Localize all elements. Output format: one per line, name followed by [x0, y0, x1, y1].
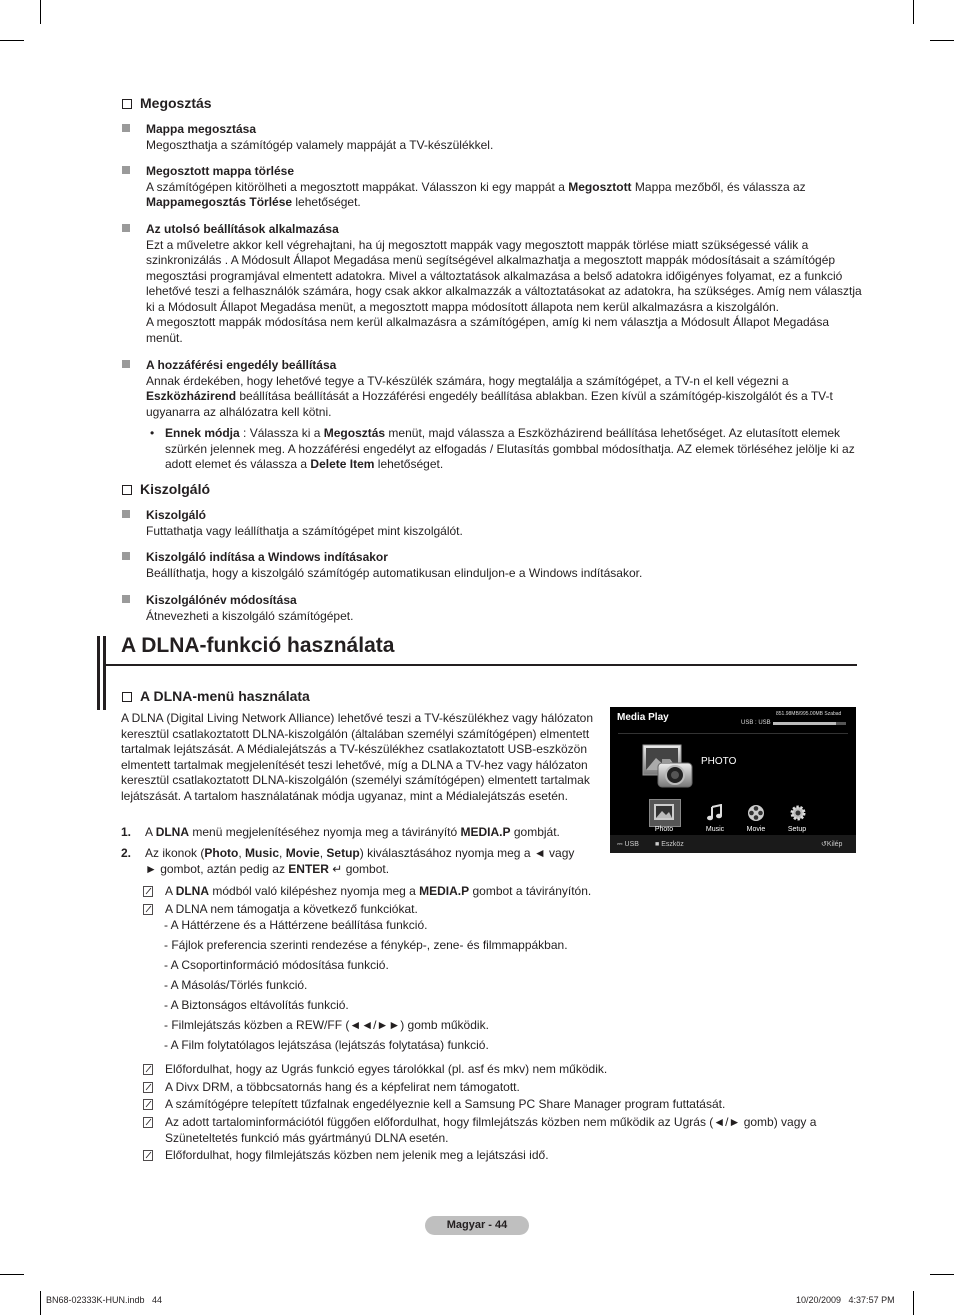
- note-icon: [143, 1082, 153, 1093]
- list-item: [122, 593, 862, 624]
- footer-exit-label: Kilép: [826, 841, 843, 848]
- note-text: A Divx DRM, a többcsatornás hang és a képfelirat nem támogatott.: [165, 1080, 520, 1094]
- paragraph: Ezt a műveletre akkor kell végrehajtani, ha új megosztott mappák vagy megosztott mappák törlése miatt szükségessé válik a szinkronizálás . A Módosult Állapot Megadása menü segítségével alkalmazhatja a megosztott mappák módosításait a számítógép megosztási programjával elmentett adatokra. Mivel a változtatások alkalmazása a belső adatokra időigényes folyamat, ez a funkció lehetővé teszi a felhasználók számára, hogy csak akkor alkalmazzák a változtatásokat az adatokra, ha szükséges. Amíg nem választja ki a Módosult Állapot Megadása menüt, a megosztott mappa módosított állapota nem kerül alkalmazásra a kiszolgálón.: [146, 237, 862, 314]
- footer-usb[interactable]: [617, 840, 639, 849]
- square-bullet-icon: [122, 595, 130, 603]
- dash-item: - A Biztonságos eltávolítás funkció.: [164, 998, 349, 1012]
- list-item: [122, 508, 862, 539]
- note-text: A DLNA nem támogatja a következő funkciókat.: [165, 902, 418, 916]
- bold-text: Delete Item: [310, 457, 375, 471]
- chapter-title: A DLNA-funkció használata: [121, 634, 395, 657]
- bold-text: ENTER: [288, 861, 329, 876]
- bold-text: Ennek módja: [165, 426, 240, 440]
- section-heading-text: A DLNA-menü használata: [140, 688, 310, 704]
- item-title: Kiszolgálónév módosítása: [146, 593, 297, 607]
- bold-text: Photo: [204, 846, 239, 860]
- square-bullet-icon: [122, 552, 130, 560]
- photo-small-icon[interactable]: [653, 803, 675, 821]
- divider: [618, 733, 848, 734]
- list-item: [122, 550, 862, 581]
- crop-mark: [913, 0, 914, 24]
- icon-label-movie: Movie: [746, 826, 766, 833]
- item-title: Mappa megosztása: [146, 122, 257, 136]
- note-text: Az adott tartalominformációtól függően előfordulhat, hogy filmlejátszás közben nem működik az Ugrás (◄/► gomb) vagy a Szüneteltetés funkció más gyártmányú DLNA esetén.: [165, 1115, 817, 1145]
- bold-text: Megosztott: [568, 179, 632, 194]
- chapter-rule: [106, 664, 857, 666]
- footer-exit[interactable]: [821, 840, 842, 849]
- section-heading-megosztas: [122, 96, 212, 112]
- item-title: Megosztott mappa törlése: [146, 164, 295, 178]
- media-play-screen: [610, 707, 856, 853]
- item-title: Kiszolgáló: [146, 508, 207, 522]
- paragraph: Futtathatja vagy leállíthatja a számítógépet mint kiszolgálót.: [146, 523, 463, 538]
- dash-item: - A Csoportinformáció módosítása funkció.: [164, 958, 389, 972]
- bold-text: MEDIA.P: [419, 884, 470, 898]
- section-heading-text: Megosztás: [140, 95, 212, 111]
- crop-mark: [40, 0, 41, 24]
- item-text: [146, 138, 862, 154]
- note-item: [143, 1080, 863, 1096]
- list-item: [122, 358, 862, 420]
- checkbox-square-icon: [122, 485, 132, 495]
- dot-bullet-icon: •: [150, 426, 155, 440]
- usb-label: USB : USB: [741, 720, 771, 726]
- square-bullet-icon: [122, 124, 130, 132]
- footer-usb-label: USB: [624, 841, 639, 848]
- photo-icon: [640, 743, 696, 791]
- storage-bar: [773, 722, 846, 725]
- list-item: [122, 122, 862, 153]
- bold-text: Megosztás: [323, 426, 386, 440]
- step-number: 2.: [121, 846, 132, 860]
- dash-item: - A Film folytatólagos lejátszása (lejátszás folytatása) funkció.: [164, 1038, 489, 1052]
- bold-text: Movie: [285, 846, 320, 860]
- crop-mark: [40, 1291, 41, 1315]
- bullet-item: [150, 426, 862, 473]
- usb-icon: ⎓: [617, 841, 623, 848]
- note-icon: [143, 904, 153, 915]
- bold-text: Music: [245, 846, 280, 860]
- item-text: [146, 609, 862, 625]
- item-title: Kiszolgáló indítása a Windows indításakor: [146, 550, 388, 564]
- dash-item: - Fájlok preferencia szerinti rendezése a fénykép-, zene- és filmmappákban.: [164, 938, 568, 952]
- bullet-text: Ennek módja : Válassza ki a Megosztás menüt, majd válassza a Eszközházirend beállítása lehetőséget. Az elutasított elemek szürkén jelennek meg. A hozzáférési engedélyt az elfogadás / Elutasítás gombbal módosíthatja. AZ elemek törléséhez jelölje ki az adott elemet és válassza a Delete Item lehetőséget.: [165, 426, 855, 471]
- dash-item: - Filmlejátszás közben a REW/FF (◄◄/►►) gomb működik.: [164, 1018, 489, 1032]
- step-item: [121, 825, 601, 841]
- square-bullet-icon: [122, 360, 130, 368]
- crop-mark: [0, 40, 24, 41]
- note-icon: [143, 1099, 153, 1110]
- paragraph: Annak érdekében, hogy lehetővé tegye a TV-készülék számára, hogy megtalálja a számítógépet, a TV-n el kell végezni a Eszközházirend beállítása beállítását a Hozzáférési engedély beállítása ablakban. Ezen kívül a számítógép-kiszolgálót és a TV-t ugyanarra az alhálózatra kell kötni.: [146, 373, 833, 419]
- chapter-bar: [103, 636, 106, 710]
- crop-mark: [930, 40, 954, 41]
- bold-text: Eszközházirend: [146, 389, 237, 403]
- item-text: [146, 524, 862, 540]
- crop-mark: [0, 1274, 24, 1275]
- media-play-title: Media Play: [617, 712, 669, 723]
- note-item: [143, 884, 863, 900]
- item-title: Az utolsó beállítások alkalmazása: [146, 222, 339, 236]
- section-heading-text: Kiszolgáló: [140, 481, 211, 497]
- icon-label-music: Music: [705, 826, 725, 833]
- dlna-intro: A DLNA (Digital Living Network Alliance) lehetővé teszi a TV-készülékhez vagy hálózaton keresztül csatlakoztatott DLNA-kiszolgálón (általában személyi számítógépen) elmentett tartalmak lejátszását. A Médialejátszás a TV-készülékhez csatlakoztatott USB-eszközön elmentett tartalmak megjelenítését teszi lehetővé, míg a DLNA a TV-hez vagy hálózaton keresztül csatlakoztatott DLNA-kiszolgálón (személyi számítógépen) elmentett tartalmak lejátszását. A tartalom használatának módja ugyanaz, mint a Médialejátszás esetén.: [121, 711, 594, 803]
- bold-text: Setup: [326, 846, 360, 860]
- note-icon: [143, 1064, 153, 1075]
- item-text: [146, 180, 862, 211]
- crop-mark: [913, 1291, 914, 1315]
- crop-mark: [930, 1274, 954, 1275]
- note-icon: [143, 1150, 153, 1161]
- note-text: Előfordulhat, hogy az Ugrás funkció egyes tárolókkal (pl. asf és mkv) nem működik.: [165, 1062, 608, 1076]
- dash-item: - A Másolás/Törlés funkció.: [164, 978, 308, 992]
- music-icon[interactable]: [706, 804, 724, 822]
- square-bullet-icon: [122, 224, 130, 232]
- selected-category: PHOTO: [701, 756, 737, 767]
- icon-label-setup: Setup: [787, 826, 807, 833]
- stop-square-icon: ■: [655, 841, 660, 848]
- item-text: [146, 566, 862, 582]
- note-item: [143, 1062, 863, 1078]
- paragraph: Beállíthatja, hogy a kiszolgáló számítógép automatikusan elinduljon-e a Windows indításakor.: [146, 565, 643, 580]
- movie-icon[interactable]: [747, 804, 765, 822]
- bold-text: Mappamegosztás Törlése: [146, 195, 293, 209]
- note-item: [143, 1115, 843, 1146]
- page-number-badge: Magyar - 44: [425, 1216, 529, 1235]
- paragraph: Átnevezheti a kiszolgáló számítógépet.: [146, 608, 354, 623]
- bold-text: DLNA: [155, 825, 190, 839]
- storage-bar-fill: [773, 722, 836, 725]
- chapter-bar: [97, 636, 100, 710]
- bold-text: MEDIA.P: [460, 825, 511, 839]
- note-icon: [143, 886, 153, 897]
- item-text: [146, 374, 862, 421]
- section-heading-kiszolgalo: [122, 482, 210, 498]
- step-item: [121, 846, 581, 877]
- note-icon: [143, 1117, 153, 1128]
- icon-label-photo: Photo: [654, 826, 674, 833]
- paragraph: A számítógépen kitörölheti a megosztott mappákat. Válasszon ki egy mappát a Megosztott Mappa mezőből, és válassza az Mappamegosztás Törlése lehetőséget.: [146, 179, 806, 209]
- paragraph: A megosztott mappák módosítása nem kerül alkalmazásra a számítógépen, amíg ki nem választja a Módosult Állapot Megadása menüt.: [146, 315, 830, 345]
- step-number: 1.: [121, 825, 132, 839]
- note-item: [143, 1148, 863, 1164]
- return-icon: ↺: [821, 841, 827, 848]
- footer-device-label: Eszköz: [661, 841, 684, 848]
- step-text: Az ikonok (Photo, Music, Movie, Setup) kiválasztásához nyomja meg a ◄ vagy ► gombot, aztán pedig az ENTER ↵ gombot.: [145, 846, 575, 876]
- item-text: [146, 238, 862, 347]
- note-item: [143, 1097, 863, 1113]
- square-bullet-icon: [122, 510, 130, 518]
- note-text: A számítógépre telepített tűzfalnak engedélyeznie kell a Samsung PC Share Manager program futtatását.: [165, 1097, 726, 1111]
- screen-footer: [610, 835, 856, 853]
- bold-text: DLNA: [175, 884, 210, 898]
- checkbox-square-icon: [122, 99, 132, 109]
- footer-device[interactable]: [655, 840, 684, 849]
- note-text: Előfordulhat, hogy filmlejátszás közben nem jelenik meg a lejátszási idő.: [165, 1148, 549, 1162]
- paragraph: Megoszthatja a számítógép valamely mappáját a TV-készülékkel.: [146, 137, 494, 152]
- list-item: [122, 222, 862, 346]
- item-title: A hozzáférési engedély beállítása: [146, 358, 337, 372]
- section-heading-dlna: [122, 689, 310, 705]
- step-text: A DLNA menü megjelenítéséhez nyomja meg a távirányító MEDIA.P gombját.: [145, 825, 560, 839]
- setup-icon[interactable]: [789, 804, 807, 822]
- note-item: [143, 902, 863, 918]
- list-item: [122, 164, 862, 211]
- note-text: A DLNA módból való kilépéshez nyomja meg a MEDIA.P gombot a távirányítón.: [165, 884, 592, 898]
- footer-file: BN68-02333K-HUN.indb 44: [46, 1295, 163, 1305]
- dash-item: - A Háttérzene és a Háttérzene beállítása funkció.: [164, 918, 428, 932]
- footer-date: 10/20/2009 4:37:57 PM: [796, 1295, 895, 1305]
- square-bullet-icon: [122, 166, 130, 174]
- checkbox-square-icon: [122, 692, 132, 702]
- storage-text: 851.98MB/995.00MB Szabad: [776, 711, 842, 717]
